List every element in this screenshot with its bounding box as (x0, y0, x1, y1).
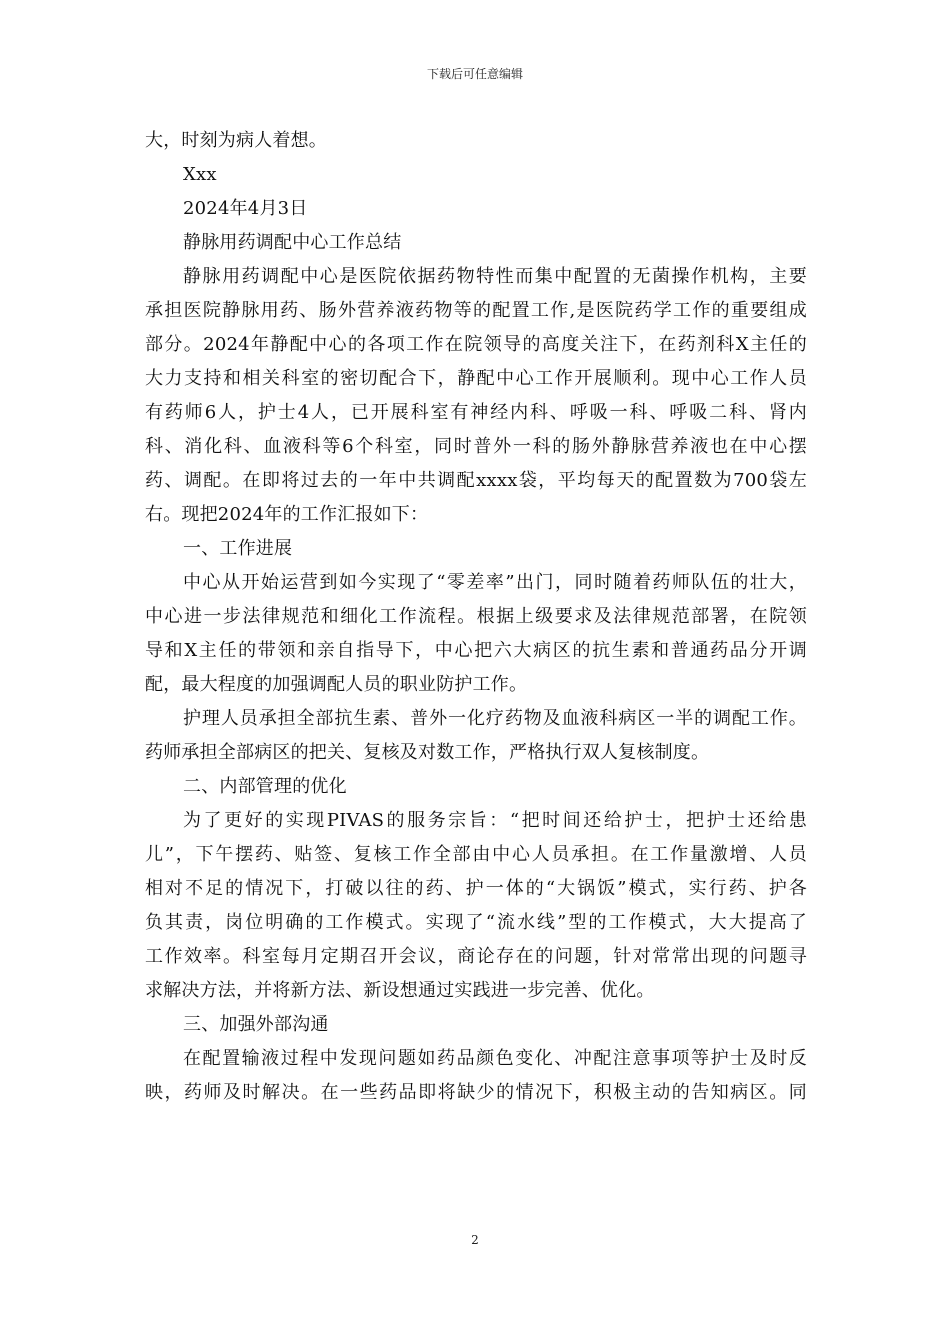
page-header: 下载后可任意编辑 (426, 67, 523, 81)
text-line: Xxx (183, 164, 217, 185)
text-line: 2024年4月3日 (183, 198, 308, 219)
text-line: 有药师6人，护士4人，已开展科室有神经内科、呼吸一科、呼吸二科、肾内 (145, 402, 807, 423)
text-line: 为了更好的实现PIVAS的服务宗旨：“把时间还给护士，把护士还给患 (183, 810, 807, 831)
text-line: 静脉用药调配中心工作总结 (183, 232, 402, 253)
text-line: 三、加强外部沟通 (183, 1014, 329, 1035)
text-line: 科、消化科、血液科等6个科室，同时普外一科的肠外静脉营养液也在中心摆 (145, 436, 807, 457)
text-line: 求解决方法，并将新方法、新设想通过实践进一步完善、优化。 (145, 980, 655, 1001)
text-line: 负其责，岗位明确的工作模式。实现了“流水线”型的工作模式，大大提高了 (145, 912, 807, 933)
text-line: 在配置输液过程中发现问题如药品颜色变化、冲配注意事项等护士及时反 (183, 1048, 807, 1069)
text-line: 配，最大程度的加强调配人员的职业防护工作。 (145, 674, 528, 695)
text-line: 承担医院静脉用药、肠外营养液药物等的配置工作,是医院药学工作的重要组成 (145, 300, 807, 321)
text-line: 工作效率。科室每月定期召开会议，商论存在的问题，针对常常出现的问题寻 (145, 946, 807, 967)
document-body (145, 124, 807, 1110)
text-line: 大，时刻为病人着想。 (145, 130, 327, 151)
text-line: 静脉用药调配中心是医院依据药物特性而集中配置的无菌操作机构，主要 (183, 266, 807, 287)
text-line: 导和X主任的带领和亲自指导下，中心把六大病区的抗生素和普通药品分开调 (145, 640, 807, 661)
text-line: 护理人员承担全部抗生素、普外一化疗药物及血液科病区一半的调配工作。 (183, 708, 807, 729)
text-line: 儿”，下午摆药、贴签、复核工作全部由中心人员承担。在工作量激增、人员 (145, 844, 807, 865)
text-line: 一、工作进展 (183, 538, 293, 559)
text-line: 右。现把2024年的工作汇报如下： (145, 504, 429, 525)
text-line: 大力支持和相关科室的密切配合下，静配中心工作开展顺利。现中心工作人员 (145, 368, 807, 389)
text-line: 部分。2024年静配中心的各项工作在院领导的高度关注下，在药剂科X主任的 (145, 334, 807, 355)
text-line: 中心进一步法律规范和细化工作流程。根据上级要求及法律规范部署，在院领 (145, 606, 807, 627)
text-line: 二、内部管理的优化 (183, 776, 347, 797)
text-line: 药、调配。在即将过去的一年中共调配xxxx袋，平均每天的配置数为700袋左 (145, 470, 807, 491)
text-line: 映，药师及时解决。在一些药品即将缺少的情况下，积极主动的告知病区。同 (145, 1082, 807, 1103)
text-line: 相对不足的情况下，打破以往的药、护一体的“大锅饭”模式，实行药、护各 (145, 878, 807, 899)
text-line: 药师承担全部病区的把关、复核及对数工作，严格执行双人复核制度。 (145, 742, 710, 763)
page-number: 2 (471, 1233, 479, 1247)
text-line: 中心从开始运营到如今实现了“零差率”出门，同时随着药师队伍的壮大， (183, 572, 807, 593)
